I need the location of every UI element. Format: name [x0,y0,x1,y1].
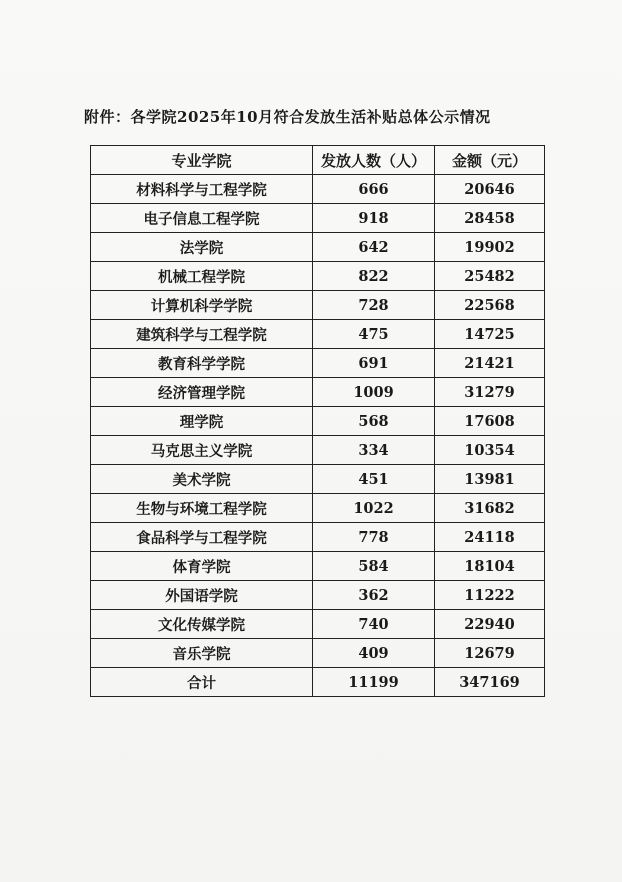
cell-college: 理学院 [91,407,313,436]
table-row [91,204,545,233]
table-row [91,233,545,262]
cell-college: 食品科学与工程学院 [91,523,313,552]
table-row [91,349,545,378]
table-total-row [91,668,545,697]
cell-amount: 13981 [435,465,545,494]
cell-amount: 21421 [435,349,545,378]
total-amount: 347169 [435,668,545,697]
cell-count: 1009 [313,378,435,407]
total-label: 合计 [91,668,313,697]
cell-college: 文化传媒学院 [91,610,313,639]
cell-amount: 19902 [435,233,545,262]
cell-amount: 20646 [435,175,545,204]
cell-amount: 31682 [435,494,545,523]
cell-count: 1022 [313,494,435,523]
table-row [91,465,545,494]
table-row [91,581,545,610]
table-row [91,494,545,523]
cell-college: 音乐学院 [91,639,313,668]
cell-count: 728 [313,291,435,320]
header-amount: 金额（元） [435,146,545,175]
cell-amount: 31279 [435,378,545,407]
header-college: 专业学院 [91,146,313,175]
cell-count: 691 [313,349,435,378]
cell-amount: 10354 [435,436,545,465]
cell-count: 584 [313,552,435,581]
table-row [91,175,545,204]
cell-count: 409 [313,639,435,668]
table-row [91,262,545,291]
cell-count: 451 [313,465,435,494]
cell-college: 计算机科学学院 [91,291,313,320]
table-row [91,552,545,581]
cell-amount: 24118 [435,523,545,552]
cell-college: 材料科学与工程学院 [91,175,313,204]
table-row [91,407,545,436]
cell-college: 教育科学学院 [91,349,313,378]
subsidy-table [90,145,545,697]
cell-college: 美术学院 [91,465,313,494]
cell-amount: 22568 [435,291,545,320]
header-count: 发放人数（人） [313,146,435,175]
cell-amount: 25482 [435,262,545,291]
cell-college: 体育学院 [91,552,313,581]
document-title: 附件：各学院2025年10月符合发放生活补贴总体公示情况 [84,108,491,126]
table-row [91,291,545,320]
cell-count: 334 [313,436,435,465]
cell-amount: 12679 [435,639,545,668]
cell-amount: 22940 [435,610,545,639]
table-row [91,378,545,407]
cell-count: 475 [313,320,435,349]
cell-amount: 18104 [435,552,545,581]
total-count: 11199 [313,668,435,697]
cell-college: 生物与环境工程学院 [91,494,313,523]
cell-college: 建筑科学与工程学院 [91,320,313,349]
cell-count: 666 [313,175,435,204]
cell-count: 778 [313,523,435,552]
cell-count: 642 [313,233,435,262]
table-row [91,320,545,349]
cell-amount: 28458 [435,204,545,233]
cell-count: 362 [313,581,435,610]
cell-college: 电子信息工程学院 [91,204,313,233]
cell-count: 740 [313,610,435,639]
cell-count: 568 [313,407,435,436]
cell-college: 经济管理学院 [91,378,313,407]
cell-amount: 14725 [435,320,545,349]
table-row [91,436,545,465]
table-row [91,523,545,552]
cell-amount: 11222 [435,581,545,610]
cell-amount: 17608 [435,407,545,436]
cell-college: 法学院 [91,233,313,262]
cell-count: 918 [313,204,435,233]
table-row [91,639,545,668]
table-row [91,610,545,639]
table-header-row [91,146,545,175]
cell-college: 马克思主义学院 [91,436,313,465]
cell-count: 822 [313,262,435,291]
cell-college: 机械工程学院 [91,262,313,291]
cell-college: 外国语学院 [91,581,313,610]
